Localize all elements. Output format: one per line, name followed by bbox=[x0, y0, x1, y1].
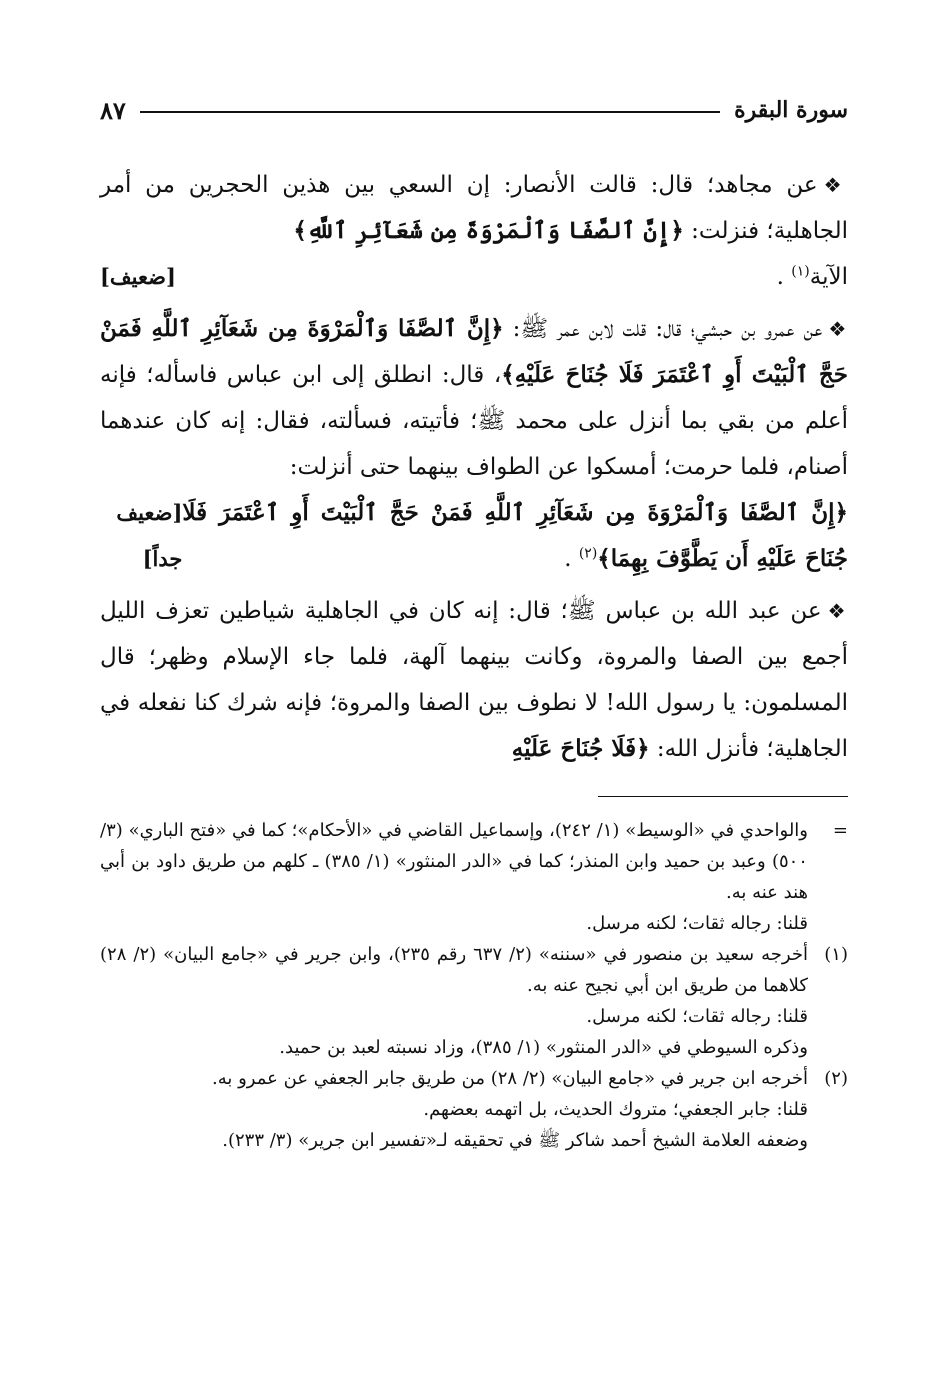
hadith-entry bbox=[100, 306, 848, 582]
entry-end-line bbox=[100, 490, 848, 582]
header-rule bbox=[140, 111, 720, 113]
grade-label: [ضعيف] bbox=[100, 264, 176, 289]
hadith-entry bbox=[100, 162, 848, 300]
footnote-line: وذكره السيوطي في «الدر المنثور» (١/ ٣٨٥)، وزاد نسبته لعبد بن حميد. bbox=[279, 1037, 808, 1058]
grade-label: [ضعيف جداً] bbox=[116, 500, 183, 571]
entry-text: ، قال: انطلق إلى ابن عباس فاسأله؛ فإنه أعلم من بقي بما أنزل على محمد ﷺ؛ فأتيته، فسألته، فقال: إنه كان عندهما أصنام، فلما حرمت؛ أمسكوا عن الطواف بينهما حتى أنزلت: bbox=[100, 362, 848, 480]
book-page bbox=[100, 90, 848, 1156]
diamond-marker-icon: ❖ bbox=[823, 173, 848, 197]
footnote bbox=[100, 815, 848, 939]
footnote-line: قلنا: جابر الجعفي؛ متروك الحديث، بل اتهمه بعضهم. bbox=[423, 1099, 808, 1120]
surah-title: سورة البقرة bbox=[734, 97, 848, 123]
quran-verse: ﴿إِنَّ ٱلصَّفَا وَٱلْمَرْوَةَ مِن شَعَآئِرِ ٱللَّهِ فَمَنْ حَجَّ ٱلْبَيْتَ أَوِ ٱعْتَمَرَ فَلَا جُنَاحَ عَلَيْهِ﴾ bbox=[100, 315, 848, 388]
footnote-body bbox=[100, 815, 808, 939]
footnotes bbox=[100, 815, 848, 1156]
footnote bbox=[100, 1063, 848, 1156]
entry-text: عن مجاهد؛ قال: قالت الأنصار: إن السعي بين هذين الحجرين من أمر الجاهلية؛ فنزلت: bbox=[100, 172, 848, 244]
footnote-line: أخرجه ابن جرير في «جامع البيان» (٢/ ٢٨) من طريق جابر الجعفي عن عمرو به. bbox=[212, 1068, 808, 1089]
footnote-line: وضعفه العلامة الشيخ أحمد شاكر ﷺ في تحقيقه لـ«تفسير ابن جرير» (٣/ ٢٣٣). bbox=[222, 1130, 808, 1151]
quran-verse: ﴿إِنَّ ٱلصَّفَا وَٱلْمَرْوَةَ مِن شَعَآئِرِ ٱللَّهِ﴾ bbox=[293, 217, 684, 244]
entry-text: عن عبد الله بن عباس ﷺ؛ قال: إنه كان في الجاهلية شياطين تعزف الليل أجمع بين الصفا والمروة، وكانت بينهما آلهة، فلما جاء الإسلام وظهر؛ قال المسلمون: يا رسول الله! لا نطوف بين الصفا والمروة؛ فإنه شرك كنا نفعله في الجاهلية؛ فأنزل الله: bbox=[100, 598, 848, 762]
period: . bbox=[564, 546, 572, 572]
footnote-number: (٢) bbox=[824, 1068, 848, 1089]
footnote-body bbox=[100, 939, 808, 1063]
period: . bbox=[776, 264, 784, 290]
footnote-number: = bbox=[832, 820, 848, 841]
footnote-line: أخرجه سعيد بن منصور في «سننه» (٢/ ٦٣٧ رقم ٢٣٥)، وابن جرير في «جامع البيان» (٢/ ٢٨) كلاهما من طريق ابن أبي نجيح عنه به. bbox=[100, 944, 808, 996]
entry-end-line bbox=[100, 254, 848, 300]
footnote-ref[interactable]: (٢) bbox=[578, 545, 598, 562]
page-header bbox=[100, 90, 848, 130]
page-number: ٨٧ bbox=[100, 95, 126, 125]
quran-verse: ﴿إِنَّ ٱلصَّفَا وَٱلْمَرْوَةَ مِن شَعَآئِرِ ٱللَّهِ فَمَنْ حَجَّ ٱلْبَيْتَ أَوِ ٱعْتَمَرَ فَلَا جُنَاحَ عَلَيْهِ أَن يَطَّوَّفَ بِهِمَا﴾ bbox=[182, 499, 848, 572]
footnote-number: (١) bbox=[824, 944, 848, 965]
hadith-entry bbox=[100, 588, 848, 772]
quran-verse: ﴿فَلَا جُنَاحَ عَلَيْهِ bbox=[511, 735, 650, 762]
footnote bbox=[100, 939, 848, 1063]
entry-text-end: الآية bbox=[809, 264, 848, 290]
entry-text: عن عمرو بن حبشي؛ قال: قلت لابن عمر ﷺ: bbox=[503, 316, 823, 342]
footnote-divider bbox=[598, 796, 848, 797]
footnote-line: والواحدي في «الوسيط» (١/ ٢٤٢)، وإسماعيل القاضي في «الأحكام»؛ كما في «فتح الباري» (٣/ ٥٠٠) وعبد بن حميد وابن المنذر؛ كما في «الدر المنثور» (١/ ٣٨٥) ـ كلهم من طريق داود بن أبي هند عنه به. bbox=[100, 820, 808, 903]
footnote-line: قلنا: رجاله ثقات؛ لكنه مرسل. bbox=[586, 913, 808, 934]
diamond-marker-icon: ❖ bbox=[828, 317, 848, 341]
footnote-ref[interactable]: (١) bbox=[791, 263, 810, 280]
footnote-body bbox=[100, 1063, 808, 1156]
main-text bbox=[100, 162, 848, 772]
footnote-line: قلنا: رجاله ثقات؛ لكنه مرسل. bbox=[586, 1006, 808, 1027]
diamond-marker-icon: ❖ bbox=[827, 599, 848, 623]
